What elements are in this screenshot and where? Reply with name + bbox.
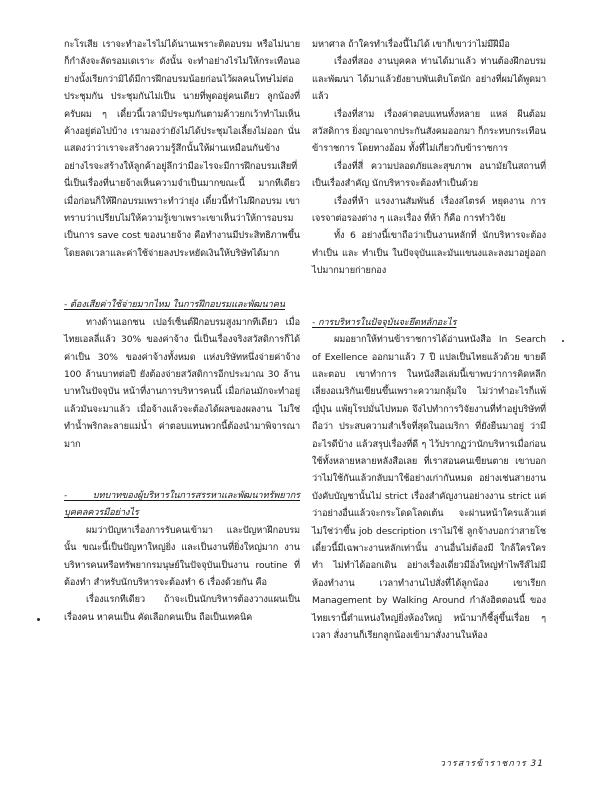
scan-speck [37,618,40,621]
paragraph: กะโรเสีย เราจะทำอะไรไม่ได้นานเพราะติดอบรม หรือไม่นายก็กำลังจะลัดรอมเดเราะ ดังนั้น จะทำอย่างไรไม่ให้กระเทือนอย่างนั้งเรียกว่ามิได้มีการฝึกอบรมน้อยก่อนไว้ผลคนโทษไม่ต่อประชุมกัน ประชุมกันไม่เป็น นายที่พูดอยู่คนเดียว ลูกน้องที่ครับผม ๆ เดี๋ยวนี้เวลามีประชุมกันตามค้าวยกเว้าทำไมเห็นค้างอยู่ต่อไปบ้าง เรามองว่ายังไม่ได้ประชุมไอเลี้ยงไม่ออก นั่นแสดงว่าว่าเราจะสร้างความรู้สึกนั้นให้ผ่านเหมือนกันข้างอย่างไรจะสร้างให้ลูกค้าอยู่ลึกว่ามีอะไรจะมีการฝึกอบรมเสียที่ นี่เป็นเรื่องที่นายจ้างเห็นความจำเป็นมากขณะนี้ มากทีเดียว เมื่อก่อนก็ให้ฝึกอบรมเพราะทำว่ายุ่ง เดี๋ยวนี้ทำไม่ฝึกอบรม เขาทราบว่าเปรียบไม่ให้ความรู้เขาเพราะเขาเห็นว่าให้การอบรม เป็นการ save cost ของนายจ้าง คือทำงานมีประสิทธิภาพขึ้น โดยลดเวลาและค่าใช้จ่ายลงประหยัดเงินให้บริษัทได้มาก [64,39,300,259]
scan-speck [562,340,564,342]
paragraph: เรื่องที่ห้า แรงงานสัมพันธ์ เรื่องสไตรค์ หยุดงาน การเจรจาต่อรองต่าง ๆ และเรื่อง ที่ห้า ก็คือ การทำวิจัย [312,195,546,225]
paragraph: ทั้ง 6 อย่างนี้เขาถือว่าเป็นงานหลักที่ นักบริหารจะต้อง ทำเป็น และ ทำเป็น ในปัจจุบันและมันแขนงและลงมาอยู่ออกไปมากมายก่ายกอง [312,230,546,277]
paragraph: ทางด้านเอกชน เปอร์เซ็นต์ฝึกอบรมสูงมากทีเดียว เมื่อไทยเอลลี่แล้ว 30% ของค่าจ้าง นี่เป็นเรื่องจริงสวัสดิการก็ได้ค่าเป็น 30% ของค่าจ้างทั้งหมด แห่งบริษัทหนึ่งจ่ายค่าจ้าง 100 ล้านบาทต่อปี ยังต้องจ่ายสวัสดิการอีกประมาณ 30 ล้านบาทในปัจจุบัน หน้าที่งานการบริหารคนนี้ เมื่อก่อนมักจะทำอยู่แล้วมันจะมาแล้ว เมื่อจ้างแล้วจะต้องได้ผลของผลงาน ไม่ใช่ทำน้ำพริกละลายแม่น้ำ ค่าตอบแทนพวกนี้ต้องนำมาพิจารณามาก [64,316,300,450]
right-column [312,36,546,644]
section-heading: - การบริหารในปัจจุบันจะยึดหลักอะไร [312,316,457,328]
paragraph: ผมอยากให้ท่านข้าราชการได้อ่านหนังสือ In Search of Exellence ออกมาแล้ว 7 ปี แปลเป็นไทยแล้วด้วย ขายดีและตอบ เขาทำการ ในหนังสือเล่มนี้เขาพบว่าการคิดหลีกเลี่ยงอเมริกันเขียนขึ้นเพราะความกลุ้มใจ ไม่ว่าทำอะไรก็แพ้ญี่ปุ่น แพ้ยุโรปมั่นไปหมด จึงไปทำการวิจัยงานที่ทำอยู่บริษัทที่ถือว่า ประสบความสำเร็จที่สุดในอเมริกา ที่ยังยืนมาอยู่ ว่ามีอะไรดีบ้าง แล้วสรุปเรื่องที่ดี ๆ ไว้ปรากฏว่านักบริหารเมื่อก่อนใช้ทั้งหลายหลายหลังสือเลย ที่เราสอนคนเขียนตาย เขาบอกว่าไม่ใช้กันแล้วกลับมาใช้อย่างเก่ากันหมด อย่างเช่นสายงานบังคับบัญชานั้นไม่ strict เรื่องสำคัญงานอย่างงาน strict แต่ว่าอย่างอื่นแล้วจะกระโดดโลดเต้น จะผ่านหน้าใครแล้วแต่ไม่ใช่ว่าขึ้น job description เราไม่ใช้ ลูกจ้างบอกว่าสายโช เดี๋ยวนี้มีเฉพาะงานหลักเท่านั้น งานอื่นไม่ต้องมี ใกล้ใครใครทำ ไม่ทำได้ออกเดิน อย่างเรื่องเดี่ยวมีอิ่งใหญ่ทำไพรีส์ไม่มีห้องทำงาน เวลาทำงานไปสั่งที่ได้ลูกน้อง เขาเรียก Management by Walking Around กำลังฮิตตอนนี้ ของไทยเรานี้ตำแหน่งใหญ่ยิ่งห้องใหญ่ หน้ามาก็ชี้ลู่ขึ้นเรื่อย ๆ เวลา สั่งงานก็เรียกลูกน้องเข้ามาสั่งงานในห้อง [312,334,546,641]
paragraph: เรื่องที่สาม เรื่องค่าตอบแทนทั้งหลาย แหล่ ผีนต้อมสวัสดิการ ยิ่งญาณจากประกันสังคมออกมา ก็กระทบกระเทือนข้าราชการ โดยทางอ้อม ทั้งที่ไม่เกี่ยวกับข้าราชการ [312,108,546,155]
section-heading: - ต้องเสียค่าใช้จ่ายมากไหม ในการฝึกอบรมและพัฒนาคน [64,299,285,311]
section-heading: - บทบาทของผู้บริหารในการสรรหาและพัฒนาทรัพยากรบุคคลควรมีอย่างไร [64,489,300,519]
page-footer: วารสารข้าราชการ 31 [439,759,544,769]
paragraph: มหาศาล ถ้าใครทำเรื่องนี้ไม่ได้ เขาก็เขาว่าไม่มีฝีมือ [312,39,510,50]
paragraph: เรื่องแรกทีเดียว ถ้าจะเป็นนักบริหารต้องวางแผนเป็น เรื่องคน หาคนเป็น คัดเลือกคนเป็น ถือเป็นเทคนิค [64,594,300,623]
left-column [64,36,300,626]
paragraph: ผมว่าปัญหาเรื่องการรับคนเข้ามา และปัญหาฝึกอบรมนั้น ขณะนี้เป็นปัญหาใหญ่ยิ่ง และเป็นงานที่ยิ่งใหญ่มาก งานบริหารคนหรือทรัพยากรมนุษย์ในปัจจุบันเป็นงาน routine ที่ต้องทำ สำหรับนักบริหารจะต้องทำ 6 เรื่องด้วยกัน คือ [64,524,300,588]
paragraph: เรื่องที่สอง งานบุคคล ท่านได้มาแล้ว ท่านต้องฝึกอบรมและพัฒนา ได้มาแล้วยังยาบพันเติบโตนัก อย่างที่ผมได้พูดมาแล้ว [312,56,546,103]
paragraph: เรื่องที่สี่ ความปลอดภัยและสุขภาพ อนามัยในสถานที่เป็นเรื่องสำคัญ นักบริหารจะต้องทำเป็นด้วย [312,160,546,190]
